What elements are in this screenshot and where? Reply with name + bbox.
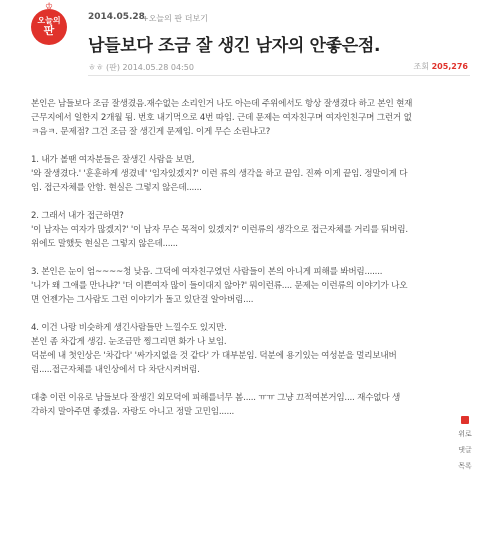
body-line: '와 잘생겼다.' '훈훈하게 생겼네' '임자있겠지?' 이런 류의 생각을 하고 끝임. 진짜 이게 끝임. 정말이게 다	[31, 169, 408, 179]
page-title: 남들보다 조금 잘 생긴 남자의 안좋은점.	[88, 36, 381, 56]
reply-button[interactable]: 댓글	[458, 446, 472, 454]
body-line: 본인 좀 차갑게 생김. 눈조금만 찡그리면 화가 나 보임.	[31, 337, 227, 347]
body-line: 림.....접근자체를 내인상에서 다 차단시켜버림.	[31, 365, 200, 375]
view-count-value: 205,276	[431, 62, 468, 71]
view-count	[414, 61, 468, 72]
body-line: '니가 왜 그애를 만나냐?' '더 이쁜여자 많이 들이대지 않아?' 뭐이런류.... 문제는 이런류의 이야기가 나오	[31, 281, 408, 291]
author-name[interactable]: ㅎㅎ (판)	[88, 63, 120, 72]
body-line: 대충 이런 이유로 남들보다 잘생긴 외모덕에 피해를너무 봄..... ㅠㅠ 그냥 끄적여본거임.... 재수없다 생	[31, 393, 401, 403]
body-paragraph	[31, 391, 451, 419]
body-line: 각하지 말아주면 좋겠음. 자랑도 아니고 정말 고민임......	[31, 407, 235, 417]
crown-icon: ♔	[44, 2, 54, 12]
post-meta	[88, 62, 194, 73]
more-today-link[interactable]: +오늘의 판 더보기	[142, 14, 208, 23]
body-line: 2. 그래서 내가 접근하면?	[31, 211, 124, 221]
badge-label-main: 판	[43, 24, 55, 37]
post-body	[31, 97, 451, 433]
scroll-top-button[interactable]: 위로	[458, 430, 472, 438]
body-paragraph	[31, 265, 451, 307]
body-line: '이 남자는 여자가 많겠지?' '이 남자 무슨 목적이 있겠지?' 이런류의 생각으로 접근자체를 거리를 둬버림.	[31, 225, 408, 235]
body-line: 덕분에 내 첫인상은 '차갑다' '싸가지없을 것 같다' 가 대부분임. 덕분에 용기있는 여성분을 멀리보내버	[31, 351, 397, 361]
badge-label-top: 오늘의	[37, 16, 61, 25]
body-line: 위에도 말했듯 현실은 그렇지 않은데......	[31, 239, 178, 249]
post-header	[0, 0, 480, 88]
side-tools	[454, 416, 476, 478]
body-line: ㅋ음ㅋ. 문제점? 그건 조금 잘 생긴게 문제임. 이게 무슨 소린냐고?	[31, 127, 271, 137]
body-line: 1. 내가 볼땐 여자분들은 잘생긴 사람을 보면,	[31, 155, 195, 165]
view-count-label: 조회	[413, 62, 430, 71]
post-date: 2014.05.28	[88, 12, 145, 22]
body-paragraph	[31, 97, 451, 139]
body-paragraph	[31, 153, 451, 195]
list-button[interactable]: 목록	[458, 462, 472, 470]
header-divider	[88, 75, 470, 76]
today-pann-badge[interactable]	[31, 2, 67, 45]
body-paragraph	[31, 209, 451, 251]
body-line: 3. 본인은 눈이 엄~~~~청 낮음. 그덕에 여자친구였던 사람들이 본의 아니게 피해를 봐버림.......	[31, 267, 383, 277]
body-line: 4. 이건 나랑 비슷하게 생긴사람들만 느낄수도 있지만.	[31, 323, 227, 333]
body-line: 면 언젠가는 그사람도 그런 이야기가 돌고 있단걸 알아버림....	[31, 295, 254, 305]
body-line: 임. 접근자체를 안함. 현실은 그렇지 않은데......	[31, 183, 202, 193]
body-line: 근무지에서 일한지 2개월 됨. 번호 내기먹으로 4번 따임. 근데 문제는 여자친구며 여자인친구며 그런거 없	[31, 113, 412, 123]
body-line: 본인은 남들보다 조금 잘생겼음.재수없는 소리인거 나도 아는데 주위에서도 항상 잘생겼다 하고 본인 현재	[31, 99, 413, 109]
arrow-up-icon[interactable]	[461, 416, 469, 424]
posted-time: 2014.05.28 04:50	[122, 63, 194, 72]
body-paragraph	[31, 321, 451, 377]
